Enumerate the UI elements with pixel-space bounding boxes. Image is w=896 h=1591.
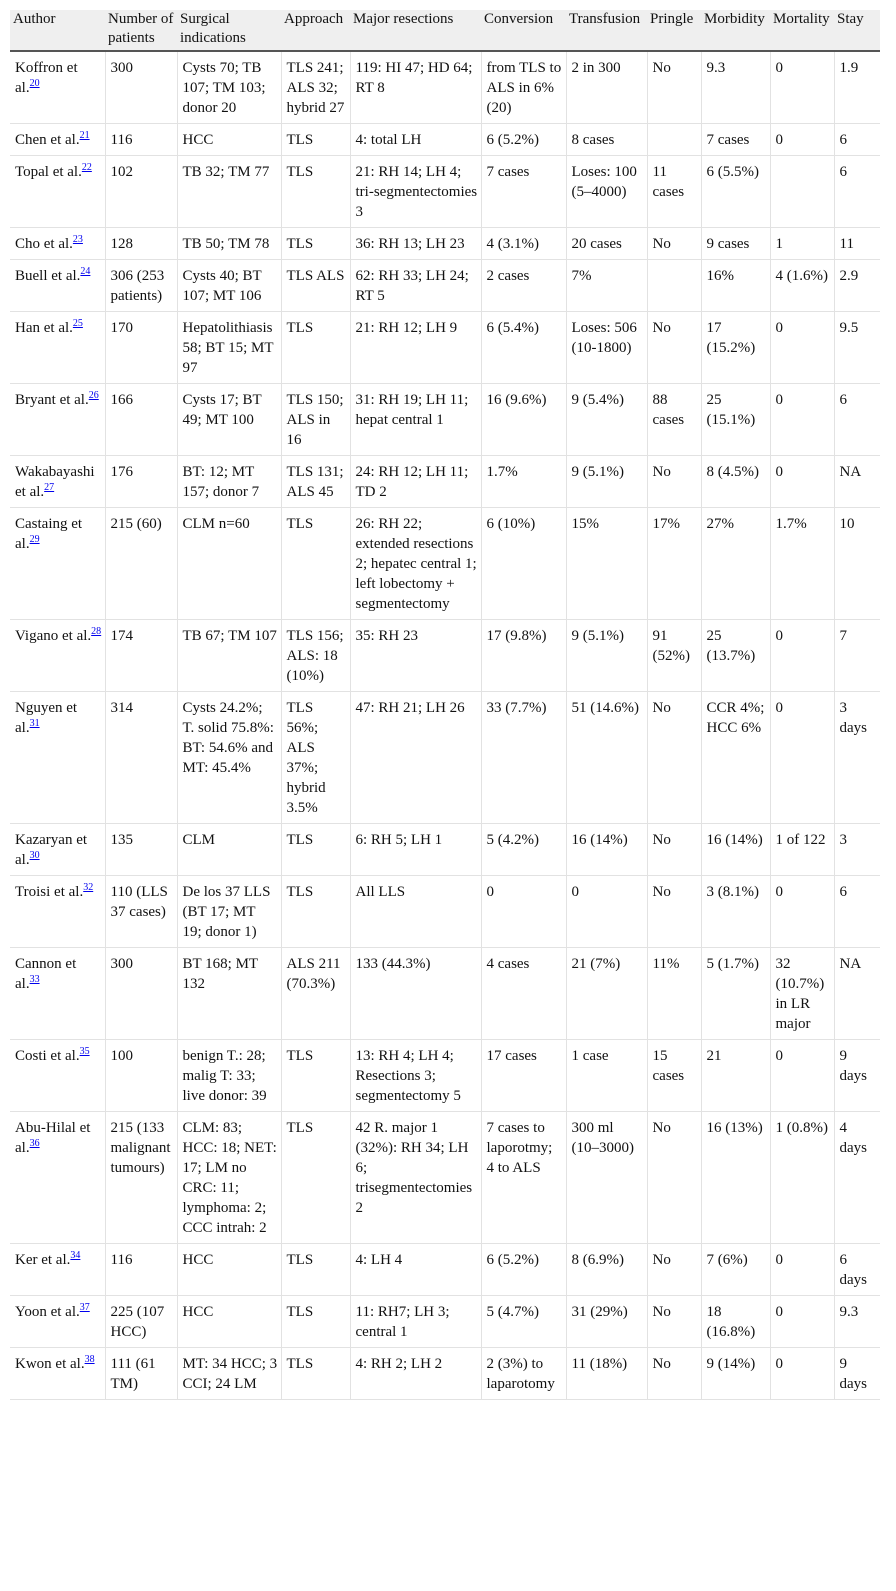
cell-author [10,456,105,508]
cell-pringle: No [647,1112,701,1244]
cell-approach: TLS [281,312,350,384]
cell-stay: 6 [834,876,880,948]
cell-pringle: 91 (52%) [647,620,701,692]
table-row [10,51,880,124]
cell-stay: 3 days [834,692,880,824]
table-row [10,312,880,384]
reference-link[interactable]: 21 [79,130,90,141]
cell-morbidity: 9 cases [701,228,770,260]
col-header-mortality: Mortality [770,10,834,51]
table-row [10,876,880,948]
cell-author [10,1348,105,1400]
cell-transfusion: Loses: 506 (10-1800) [566,312,647,384]
cell-transfusion: 2 in 300 [566,51,647,124]
table-row [10,508,880,620]
cell-indications: TB 67; TM 107 [177,620,281,692]
author-name: Vigano et al. [15,628,92,644]
cell-major: 4: total LH [350,124,481,156]
cell-mortality: 0 [770,1040,834,1112]
cell-approach: TLS [281,1112,350,1244]
cell-author [10,1296,105,1348]
cell-approach: TLS [281,1296,350,1348]
cell-conversion: 16 (9.6%) [481,384,566,456]
cell-indications: De los 37 LLS (BT 17; MT 19; donor 1) [177,876,281,948]
cell-mortality: 0 [770,124,834,156]
cell-transfusion: 31 (29%) [566,1296,647,1348]
cell-mortality: 0 [770,1244,834,1296]
cell-patients: 135 [105,824,177,876]
header-row [10,10,880,51]
cell-approach: TLS [281,876,350,948]
cell-major: 47: RH 21; LH 26 [350,692,481,824]
cell-morbidity: 16 (13%) [701,1112,770,1244]
cell-patients: 176 [105,456,177,508]
cell-patients: 314 [105,692,177,824]
table-row [10,1040,880,1112]
author-name: Han et al. [15,320,73,336]
cell-stay: 9 days [834,1348,880,1400]
cell-approach: TLS [281,156,350,228]
cell-author [10,508,105,620]
cell-approach: TLS 150; ALS in 16 [281,384,350,456]
cell-morbidity: 7 (6%) [701,1244,770,1296]
cell-conversion: 6 (5.2%) [481,1244,566,1296]
cell-indications: benign T.: 28; malig T: 33; live donor: 39 [177,1040,281,1112]
cell-pringle: No [647,312,701,384]
cell-transfusion: 0 [566,876,647,948]
cell-conversion: 2 cases [481,260,566,312]
cell-morbidity: CCR 4%; HCC 6% [701,692,770,824]
cell-stay: NA [834,456,880,508]
cell-stay: 4 days [834,1112,880,1244]
cell-stay: 7 [834,620,880,692]
cell-major: 35: RH 23 [350,620,481,692]
author-name: Nguyen et al. [15,700,78,736]
reference-link[interactable]: 38 [84,1354,95,1365]
cell-morbidity: 9 (14%) [701,1348,770,1400]
cell-conversion: from TLS to ALS in 6% (20) [481,51,566,124]
cell-pringle: No [647,51,701,124]
cell-mortality: 0 [770,620,834,692]
col-header-author: Author [10,10,105,51]
table-body [10,51,880,1400]
reference-link[interactable]: 28 [91,626,102,637]
cell-mortality: 32 (10.7%) in LR major [770,948,834,1040]
cell-pringle: 11 cases [647,156,701,228]
cell-stay: 9.5 [834,312,880,384]
cell-transfusion: 51 (14.6%) [566,692,647,824]
reference-link[interactable]: 32 [83,882,94,893]
cell-author [10,312,105,384]
cell-conversion: 7 cases to laporotmy; 4 to ALS [481,1112,566,1244]
author-name: Buell et al. [15,268,81,284]
cell-pringle [647,124,701,156]
cell-pringle: No [647,824,701,876]
cell-mortality: 0 [770,1348,834,1400]
cell-major: 4: LH 4 [350,1244,481,1296]
cell-author [10,876,105,948]
cell-pringle: No [647,456,701,508]
cell-stay: 3 [834,824,880,876]
col-header-transfusion: Transfusion [566,10,647,51]
cell-morbidity: 8 (4.5%) [701,456,770,508]
col-header-pringle: Pringle [647,10,701,51]
reference-link[interactable]: 30 [29,850,40,861]
cell-conversion: 7 cases [481,156,566,228]
author-name: Troisi et al. [15,884,84,900]
cell-major: 31: RH 19; LH 11; hepat central 1 [350,384,481,456]
reference-link[interactable]: 34 [70,1250,81,1261]
reference-link[interactable]: 35 [79,1046,90,1057]
cell-transfusion: 9 (5.1%) [566,620,647,692]
reference-link[interactable]: 20 [29,78,40,89]
cell-pringle: No [647,1244,701,1296]
cell-mortality: 1 (0.8%) [770,1112,834,1244]
cell-author [10,1244,105,1296]
table-row [10,1348,880,1400]
cell-approach: TLS 156; ALS: 18 (10%) [281,620,350,692]
cell-patients: 174 [105,620,177,692]
cell-major: 11: RH7; LH 3; central 1 [350,1296,481,1348]
cell-mortality: 0 [770,876,834,948]
table-row [10,228,880,260]
col-header-major-resections: Major resections [350,10,481,51]
cell-patients: 170 [105,312,177,384]
cell-approach: TLS [281,124,350,156]
author-name: Kazaryan et al. [15,832,88,868]
cell-mortality: 0 [770,384,834,456]
cell-pringle: No [647,876,701,948]
table-row [10,124,880,156]
table-row [10,620,880,692]
cell-indications: CLM: 83; HCC: 18; NET: 17; LM no CRC: 11; lymphoma: 2; CCC intrah: 2 [177,1112,281,1244]
cell-transfusion: 21 (7%) [566,948,647,1040]
table-row [10,1112,880,1244]
cell-morbidity: 17 (15.2%) [701,312,770,384]
col-header-morbidity: Morbidity [701,10,770,51]
cell-patients: 100 [105,1040,177,1112]
cell-pringle: 11% [647,948,701,1040]
table-row [10,824,880,876]
author-name: Chen et al. [15,132,80,148]
author-name: Cho et al. [15,236,73,252]
cell-major: All LLS [350,876,481,948]
cell-transfusion: 20 cases [566,228,647,260]
cell-patients: 110 (LLS 37 cases) [105,876,177,948]
cell-author [10,156,105,228]
cell-indications: Cysts 17; BT 49; MT 100 [177,384,281,456]
cell-author [10,692,105,824]
cell-approach: TLS [281,1244,350,1296]
cell-major: 62: RH 33; LH 24; RT 5 [350,260,481,312]
cell-morbidity: 5 (1.7%) [701,948,770,1040]
cell-conversion: 17 (9.8%) [481,620,566,692]
author-name: Koffron et al. [15,60,78,96]
cell-pringle: No [647,1296,701,1348]
cell-morbidity: 27% [701,508,770,620]
cell-transfusion: 15% [566,508,647,620]
cell-morbidity: 21 [701,1040,770,1112]
cell-conversion: 5 (4.2%) [481,824,566,876]
reference-link[interactable]: 36 [29,1138,40,1149]
cell-patients: 102 [105,156,177,228]
cell-morbidity: 7 cases [701,124,770,156]
cell-conversion: 6 (5.2%) [481,124,566,156]
cell-indications: TB 32; TM 77 [177,156,281,228]
cell-morbidity: 9.3 [701,51,770,124]
cell-indications: HCC [177,1244,281,1296]
cell-author [10,260,105,312]
cell-mortality: 0 [770,456,834,508]
results-table [10,10,880,1400]
cell-approach: TLS 56%; ALS 37%; hybrid 3.5% [281,692,350,824]
cell-major: 133 (44.3%) [350,948,481,1040]
reference-link[interactable]: 31 [29,718,40,729]
cell-indications: CLM n=60 [177,508,281,620]
cell-mortality: 1.7% [770,508,834,620]
cell-approach: TLS 241; ALS 32; hybrid 27 [281,51,350,124]
cell-patients: 306 (253 patients) [105,260,177,312]
col-header-stay: Stay [834,10,880,51]
table-row [10,456,880,508]
cell-approach: TLS [281,228,350,260]
cell-mortality: 4 (1.6%) [770,260,834,312]
cell-approach: ALS 211 (70.3%) [281,948,350,1040]
cell-author [10,51,105,124]
col-header-patients: Number of patients [105,10,177,51]
cell-transfusion: 7% [566,260,647,312]
cell-pringle: 15 cases [647,1040,701,1112]
reference-link[interactable]: 37 [79,1302,90,1313]
cell-indications: CLM [177,824,281,876]
cell-mortality [770,156,834,228]
cell-patients: 215 (133 malignant tumours) [105,1112,177,1244]
cell-indications: Cysts 70; TB 107; TM 103; donor 20 [177,51,281,124]
cell-indications: BT: 12; MT 157; donor 7 [177,456,281,508]
cell-indications: BT 168; MT 132 [177,948,281,1040]
author-name: Kwon et al. [15,1356,85,1372]
cell-transfusion: 11 (18%) [566,1348,647,1400]
cell-major: 42 R. major 1 (32%): RH 34; LH 6; trisegmentectomies 2 [350,1112,481,1244]
cell-indications: MT: 34 HCC; 3 CCI; 24 LM [177,1348,281,1400]
cell-stay: 2.9 [834,260,880,312]
cell-morbidity: 25 (15.1%) [701,384,770,456]
reference-link[interactable]: 24 [80,266,91,277]
reference-link[interactable]: 33 [29,974,40,985]
cell-pringle: No [647,228,701,260]
cell-stay: 6 [834,384,880,456]
cell-morbidity: 6 (5.5%) [701,156,770,228]
cell-indications: HCC [177,124,281,156]
cell-patients: 300 [105,51,177,124]
author-name: Topal et al. [15,164,82,180]
cell-major: 26: RH 22; extended resections 2; hepatec central 1; left lobectomy + segmentectomy [350,508,481,620]
cell-major: 24: RH 12; LH 11; TD 2 [350,456,481,508]
col-header-approach: Approach [281,10,350,51]
cell-pringle: 88 cases [647,384,701,456]
cell-conversion: 6 (10%) [481,508,566,620]
cell-approach: TLS ALS [281,260,350,312]
cell-stay: 9.3 [834,1296,880,1348]
cell-approach: TLS [281,1040,350,1112]
author-name: Cannon et al. [15,956,77,992]
cell-pringle: No [647,1348,701,1400]
cell-stay: 10 [834,508,880,620]
reference-link[interactable]: 23 [72,234,83,245]
reference-link[interactable]: 27 [44,482,55,493]
cell-approach: TLS 131; ALS 45 [281,456,350,508]
cell-morbidity: 3 (8.1%) [701,876,770,948]
cell-conversion: 1.7% [481,456,566,508]
cell-transfusion: 16 (14%) [566,824,647,876]
author-name: Bryant et al. [15,392,89,408]
cell-approach: TLS [281,508,350,620]
cell-conversion: 2 (3%) to laparotomy [481,1348,566,1400]
table-row [10,260,880,312]
cell-mortality: 0 [770,1296,834,1348]
cell-stay: 6 [834,156,880,228]
cell-author [10,824,105,876]
cell-author [10,1040,105,1112]
cell-conversion: 5 (4.7%) [481,1296,566,1348]
author-name: Costi et al. [15,1048,80,1064]
table-row [10,384,880,456]
cell-author [10,124,105,156]
col-header-conversion: Conversion [481,10,566,51]
cell-indications: TB 50; TM 78 [177,228,281,260]
cell-conversion: 33 (7.7%) [481,692,566,824]
cell-pringle [647,260,701,312]
reference-link[interactable]: 29 [29,534,40,545]
cell-mortality: 1 [770,228,834,260]
cell-mortality: 0 [770,312,834,384]
cell-conversion: 4 cases [481,948,566,1040]
author-name: Ker et al. [15,1252,71,1268]
cell-morbidity: 25 (13.7%) [701,620,770,692]
table-row [10,1296,880,1348]
cell-patients: 116 [105,1244,177,1296]
cell-stay: 6 [834,124,880,156]
table-row [10,692,880,824]
cell-transfusion: 1 case [566,1040,647,1112]
cell-patients: 116 [105,124,177,156]
cell-major: 21: RH 14; LH 4; tri-segmentectomies 3 [350,156,481,228]
cell-major: 6: RH 5; LH 1 [350,824,481,876]
cell-author [10,228,105,260]
cell-morbidity: 16% [701,260,770,312]
cell-transfusion: 300 ml (10–3000) [566,1112,647,1244]
cell-major: 4: RH 2; LH 2 [350,1348,481,1400]
cell-patients: 215 (60) [105,508,177,620]
cell-author [10,1112,105,1244]
cell-stay: 1.9 [834,51,880,124]
cell-patients: 128 [105,228,177,260]
cell-patients: 111 (61 TM) [105,1348,177,1400]
cell-mortality: 1 of 122 [770,824,834,876]
cell-pringle: 17% [647,508,701,620]
table-row [10,948,880,1040]
cell-stay: 9 days [834,1040,880,1112]
cell-major: 119: HI 47; HD 64; RT 8 [350,51,481,124]
cell-author [10,620,105,692]
author-name: Wakabayashi et al. [15,464,95,500]
cell-major: 36: RH 13; LH 23 [350,228,481,260]
table-row [10,1244,880,1296]
reference-link[interactable]: 25 [72,318,83,329]
cell-morbidity: 18 (16.8%) [701,1296,770,1348]
cell-patients: 300 [105,948,177,1040]
cell-indications: Cysts 24.2%; T. solid 75.8%: BT: 54.6% and MT: 45.4% [177,692,281,824]
cell-major: 13: RH 4; LH 4; Resections 3; segmentectomy 5 [350,1040,481,1112]
cell-indications: HCC [177,1296,281,1348]
cell-morbidity: 16 (14%) [701,824,770,876]
author-name: Castaing et al. [15,516,83,552]
reference-link[interactable]: 22 [81,162,92,173]
cell-mortality: 0 [770,692,834,824]
cell-conversion: 17 cases [481,1040,566,1112]
table-row [10,156,880,228]
cell-major: 21: RH 12; LH 9 [350,312,481,384]
cell-transfusion: 9 (5.4%) [566,384,647,456]
cell-approach: TLS [281,1348,350,1400]
cell-transfusion: 8 (6.9%) [566,1244,647,1296]
cell-conversion: 0 [481,876,566,948]
cell-stay: NA [834,948,880,1040]
cell-patients: 225 (107 HCC) [105,1296,177,1348]
cell-conversion: 6 (5.4%) [481,312,566,384]
cell-author [10,948,105,1040]
cell-stay: 11 [834,228,880,260]
author-name: Abu-Hilal et al. [15,1120,91,1156]
col-header-indications: Surgical indications [177,10,281,51]
cell-patients: 166 [105,384,177,456]
cell-mortality: 0 [770,51,834,124]
cell-conversion: 4 (3.1%) [481,228,566,260]
cell-stay: 6 days [834,1244,880,1296]
cell-indications: Cysts 40; BT 107; MT 106 [177,260,281,312]
author-name: Yoon et al. [15,1304,80,1320]
cell-author [10,384,105,456]
cell-pringle: No [647,692,701,824]
reference-link[interactable]: 26 [88,390,99,401]
cell-indications: Hepatolithiasis 58; BT 15; MT 97 [177,312,281,384]
cell-approach: TLS [281,824,350,876]
cell-transfusion: 9 (5.1%) [566,456,647,508]
cell-transfusion: Loses: 100 (5–4000) [566,156,647,228]
cell-transfusion: 8 cases [566,124,647,156]
